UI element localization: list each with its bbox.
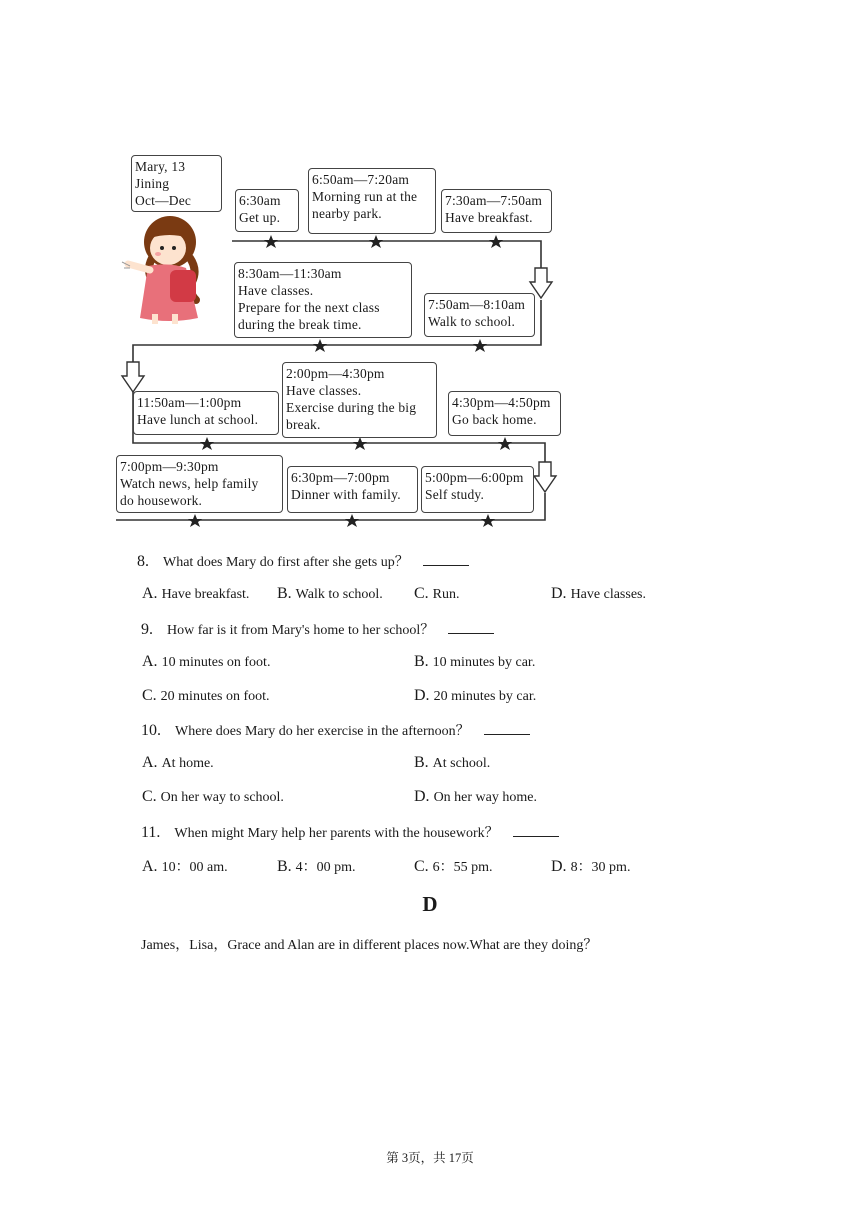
option[interactable]: D. 20 minutes by car. [414, 687, 537, 704]
question-number: 9. [141, 621, 153, 638]
answer-blank[interactable] [484, 722, 530, 735]
event-box: 7:50am—8:10am Walk to school. [424, 293, 535, 337]
option[interactable]: C. 6：55 pm. [414, 858, 493, 875]
option[interactable]: B. 4：00 pm. [277, 858, 356, 875]
event-box: 4:30pm—4:50pm Go back home. [448, 391, 561, 436]
option[interactable]: A. At home. [142, 754, 214, 771]
question-text: What does Mary do first after she gets up？ [163, 555, 409, 570]
answer-blank[interactable] [448, 621, 494, 634]
question-text: When might Mary help her parents with the housework？ [174, 826, 499, 841]
event-box: 6:50am—7:20am Morning run at the nearby park. [308, 168, 436, 234]
option[interactable]: D. On her way home. [414, 788, 537, 805]
option[interactable]: D. Have classes. [551, 585, 646, 602]
profile-box: Mary, 13 Jining Oct—Dec [131, 155, 222, 212]
option[interactable]: C. On her way to school. [142, 788, 284, 805]
section-intro: James，Lisa，Grace and Alan are in different places now.What are they doing？ [141, 938, 598, 953]
option[interactable]: C. 20 minutes on foot. [142, 687, 270, 704]
event-box: 8:30am—11:30am Have classes. Prepare for the next class during the break time. [234, 262, 412, 338]
option[interactable]: D. 8：30 pm. [551, 858, 631, 875]
event-box: 6:30am Get up. [235, 189, 299, 232]
event-box: 5:00pm—6:00pm Self study. [421, 466, 534, 513]
section-heading: D [422, 892, 438, 916]
marker-star [264, 235, 278, 248]
question-number: 8. [137, 553, 149, 570]
event-box: 2:00pm—4:30pm Have classes. Exercise during the big break. [282, 362, 437, 438]
option[interactable]: A. 10：00 am. [142, 858, 228, 875]
event-box: 7:30am—7:50am Have breakfast. [441, 189, 552, 233]
option[interactable]: B. At school. [414, 754, 491, 771]
girl-illustration [112, 208, 227, 326]
option[interactable]: A. Have breakfast. [142, 585, 250, 602]
question-stem [141, 822, 559, 842]
question-text: Where does Mary do her exercise in the afternoon？ [175, 724, 470, 739]
option[interactable]: B. Walk to school. [277, 585, 383, 602]
page-footer: 第 3页，共 17页 [386, 1151, 474, 1165]
answer-blank[interactable] [423, 553, 469, 566]
question-stem [141, 720, 530, 740]
question-number: 11. [141, 824, 161, 841]
question-stem [141, 619, 494, 639]
question-stem [137, 551, 469, 571]
answer-blank[interactable] [513, 824, 559, 837]
option[interactable]: A. 10 minutes on foot. [142, 653, 271, 670]
question-number: 10. [141, 722, 161, 739]
question-text: How far is it from Mary's home to her school？ [167, 623, 435, 638]
event-box: 7:00pm—9:30pm Watch news, help family do housework. [116, 455, 283, 513]
option[interactable]: B. 10 minutes by car. [414, 653, 536, 670]
option[interactable]: C. Run. [414, 585, 460, 602]
event-box: 11:50am—1:00pm Have lunch at school. [133, 391, 279, 435]
event-box: 6:30pm—7:00pm Dinner with family. [287, 466, 418, 513]
